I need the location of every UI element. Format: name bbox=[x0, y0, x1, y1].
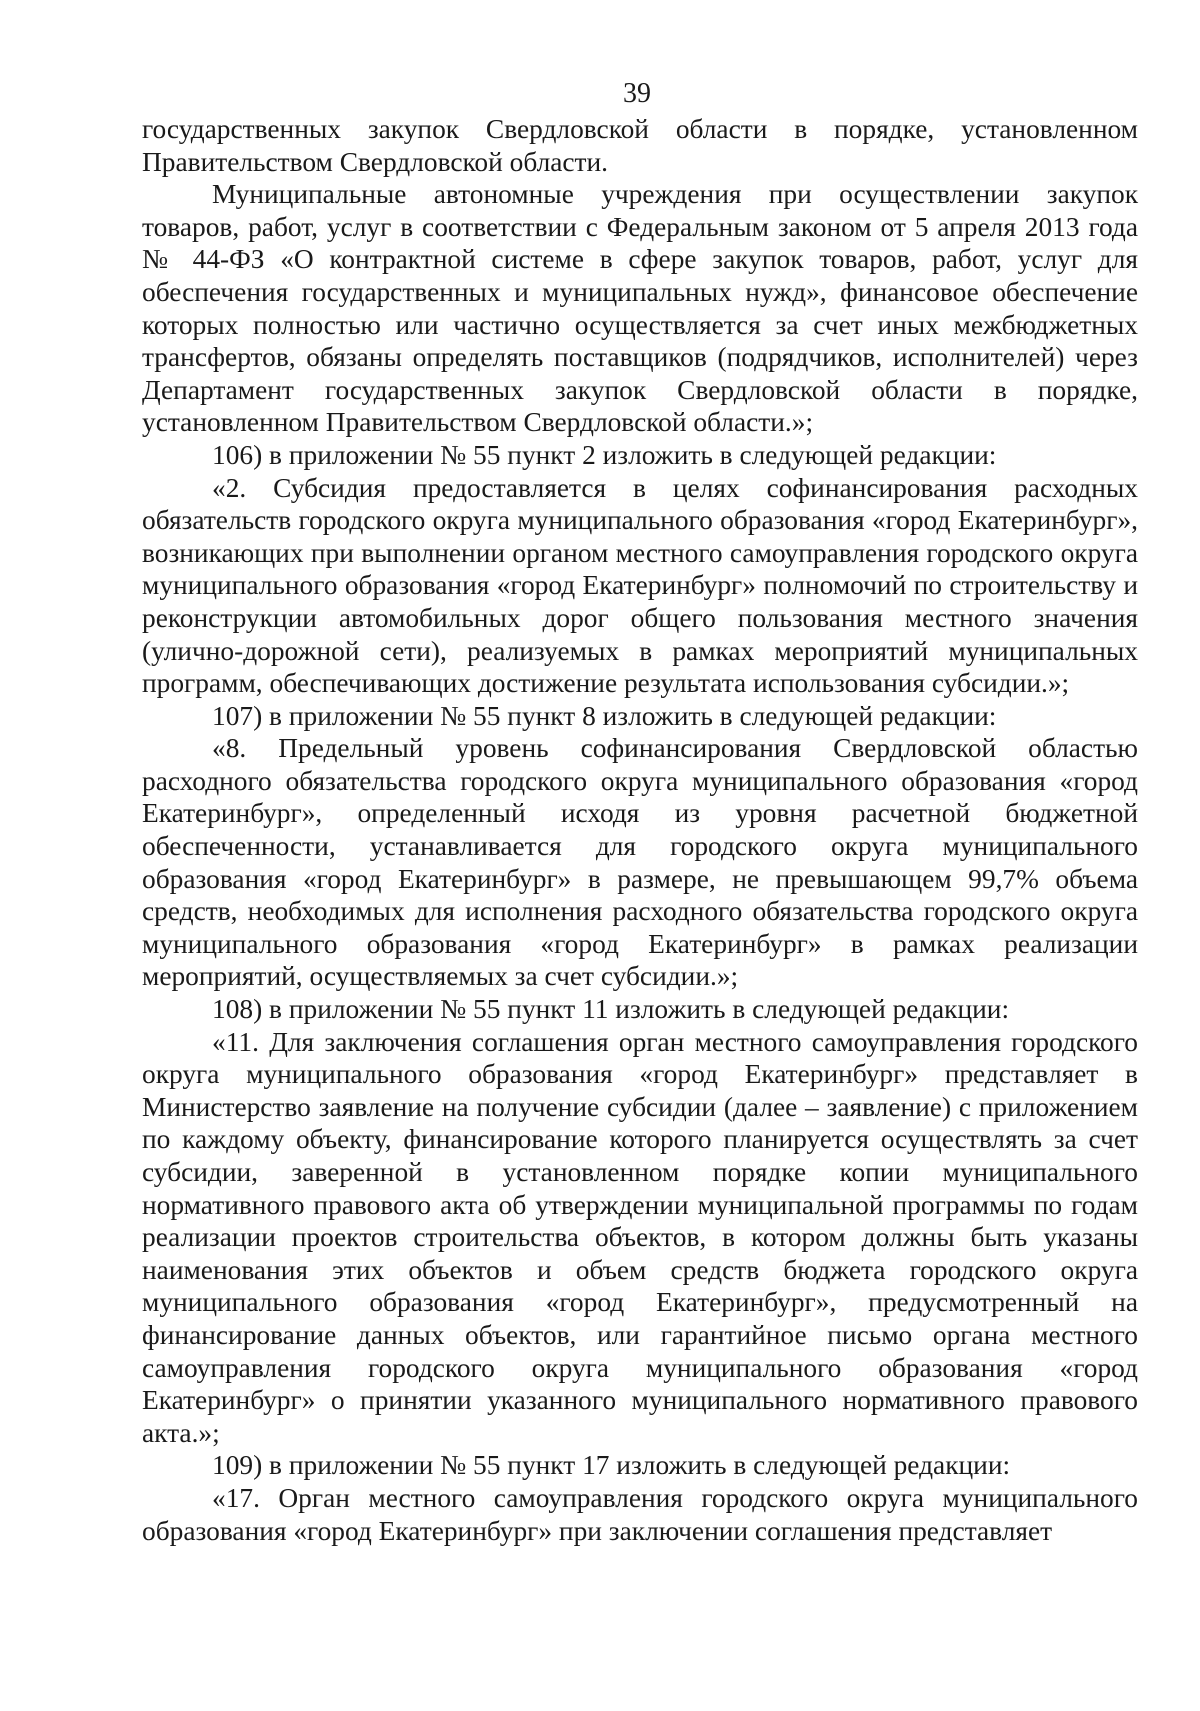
paragraph-item-107: 107) в приложении № 55 пункт 8 изложить в следующей редакции: bbox=[212, 700, 997, 731]
paragraph-clause-11: «11. Для заключения соглашения орган местного самоуправления городского округа муниципального образования «город Екатеринбург» представляет в Министерство заявление на получение субсидии (далее – заявление) с приложением по каждому объекту, финансирование которого планируется осуществлять за счет субсидии, заверенной в установленном порядке копии муниципального нормативного правового акта об утверждении муниципальной программы по годам реализации проектов строительства объектов, в котором должны быть указаны наименования этих объектов и объем средств бюджета городского округа муниципального образования «город Екатеринбург», предусмотренный на финансирование данных объектов, или гарантийное письмо органа местного самоуправления городского округа муниципального образования «город Екатеринбург» о принятии указанного муниципального нормативного правового акта.»; bbox=[142, 1026, 1138, 1448]
paragraph-clause-17: «17. Орган местного самоуправления городского округа муниципального образования «город Екатеринбург» при заключении соглашения представляет bbox=[142, 1482, 1138, 1546]
paragraph-item-109: 109) в приложении № 55 пункт 17 изложить в следующей редакции: bbox=[212, 1450, 1011, 1481]
paragraph-autonomous-institutions: Муниципальные автономные учреждения при осуществлении закупок товаров, работ, услуг в соответствии с Федеральным законом от 5 апреля 2013 года № 44-ФЗ «О контрактной системе в сфере закупок товаров, работ, услуг для обеспечения государственных и муниципальных нужд», финансовое обеспечение которых полностью или частично осуществляется за счет иных межбюджетных трансфертов, обязаны определять поставщиков (подрядчиков, исполнителей) через Департамент государственных закупок Свердловской области в порядке, установленном Правительством Свердловской области.»; bbox=[142, 179, 1138, 438]
document-body bbox=[142, 113, 1138, 1547]
paragraph-clause-8: «8. Предельный уровень софинансирования Свердловской областью расходного обязательства городского округа муниципального образования «город Екатеринбург», определенный исходя из уровня расчетной бюджетной обеспеченности, устанавливается для городского округа муниципального образования «город Екатеринбург» в размере, не превышающем 99,7% объема средств, необходимых для исполнения расходного обязательства городского округа муниципального образования «город Екатеринбург» в рамках реализации мероприятий, осуществляемых за счет субсидии.»; bbox=[142, 733, 1138, 992]
paragraph-continuation: государственных закупок Свердловской области в порядке, установленном Правительством Свердловской области. bbox=[142, 114, 1138, 177]
paragraph-item-106: 106) в приложении № 55 пункт 2 изложить в следующей редакции: bbox=[212, 439, 997, 470]
paragraph-clause-2: «2. Субсидия предоставляется в целях софинансирования расходных обязательств городского округа муниципального образования «город Екатеринбург», возникающих при выполнении органом местного самоуправления городского округа муниципального образования «город Екатеринбург» полномочий по строительству и реконструкции автомобильных дорог общего пользования местного значения (улично-дорожной сети), реализуемых в рамках мероприятий муниципальных программ, обеспечивающих достижение результата использования субсидии.»; bbox=[142, 472, 1138, 699]
page-number: 39 bbox=[623, 78, 651, 109]
paragraph-item-108: 108) в приложении № 55 пункт 11 изложить в следующей редакции: bbox=[212, 994, 1010, 1025]
